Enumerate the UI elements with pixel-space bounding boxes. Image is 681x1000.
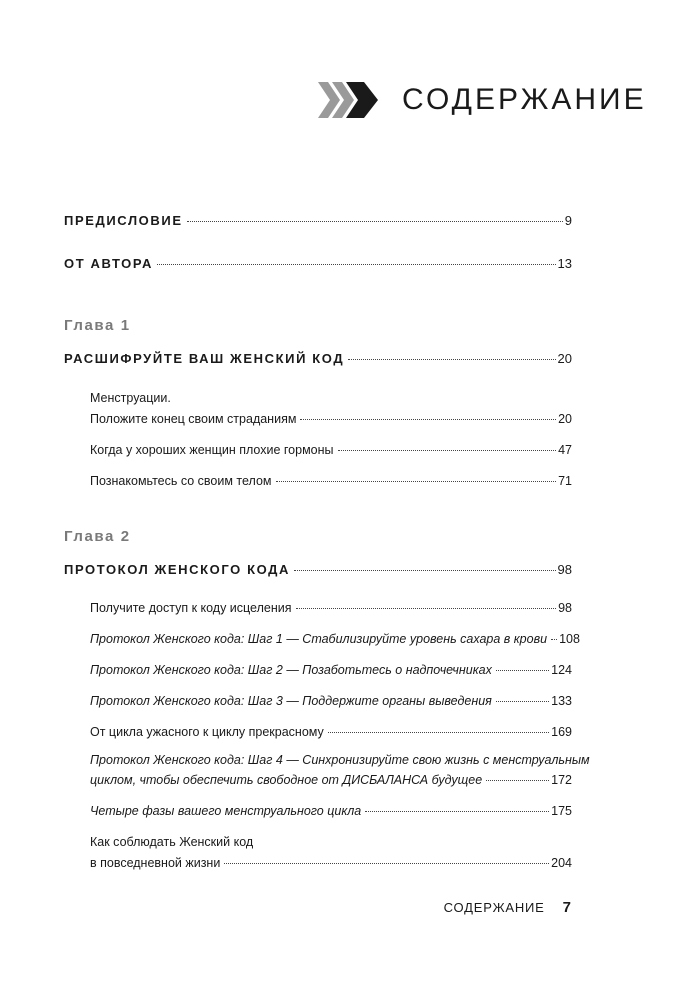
toc-entry-author[interactable] <box>64 255 572 273</box>
toc-entry-step-3[interactable] <box>90 692 572 710</box>
page-number: 7 <box>562 899 571 916</box>
entry-label: Протокол Женского кода: Шаг 3 — Поддержите органы выведения <box>90 694 492 708</box>
entry-page: 71 <box>558 474 572 488</box>
dot-leader <box>496 701 549 702</box>
dot-leader <box>294 570 556 571</box>
running-head: СОДЕРЖАНИЕ <box>443 900 545 915</box>
dot-leader <box>328 732 549 733</box>
toc-entry-chapter-1-title[interactable] <box>64 350 572 368</box>
dot-leader <box>551 639 557 640</box>
toc-entry-healing-code[interactable] <box>90 599 572 617</box>
dot-leader <box>276 481 557 482</box>
entry-page: 20 <box>557 351 572 366</box>
dot-leader <box>365 811 549 812</box>
dot-leader <box>348 359 555 360</box>
entry-page: 204 <box>551 856 572 870</box>
entry-page: 9 <box>564 213 572 228</box>
entry-label: ОТ АВТОРА <box>64 256 153 271</box>
dot-leader <box>338 450 557 451</box>
entry-page: 133 <box>551 694 572 708</box>
entry-label: Познакомьтесь со своим телом <box>90 474 272 488</box>
entry-page: 172 <box>551 773 572 787</box>
toc-entry-step-1[interactable] <box>90 630 580 648</box>
toc-entry-step-2[interactable] <box>90 661 572 679</box>
toc-entry-preface[interactable] <box>64 212 572 230</box>
entry-label: Протокол Женского кода: Шаг 1 — Стабилизируйте уровень сахара в крови <box>90 632 548 646</box>
toc-entry-step-4[interactable] <box>90 771 572 789</box>
dot-leader <box>157 264 556 265</box>
dot-leader <box>486 780 549 781</box>
entry-label: РАСШИФРУЙТЕ ВАШ ЖЕНСКИЙ КОД <box>64 351 345 366</box>
entry-label: ПРОТОКОЛ ЖЕНСКОГО КОДА <box>64 562 291 577</box>
entry-label: Четыре фазы вашего менструального цикла <box>90 804 362 818</box>
toc-entry-know-your-body[interactable] <box>90 472 572 490</box>
toc-entry-cycle[interactable] <box>90 723 572 741</box>
entry-line: Как соблюдать Женский код <box>90 835 254 849</box>
dot-leader <box>187 221 563 222</box>
entry-page: 98 <box>557 562 572 577</box>
dot-leader <box>224 863 549 864</box>
entry-page: 98 <box>558 601 572 615</box>
entry-page: 169 <box>551 725 572 739</box>
entry-page: 108 <box>559 632 580 646</box>
entry-label: От цикла ужасного к циклу прекрасному <box>90 725 324 739</box>
entry-label: Протокол Женского кода: Шаг 2 — Позаботьтесь о надпочечниках <box>90 663 492 677</box>
entry-label: Когда у хороших женщин плохие гормоны <box>90 443 334 457</box>
dot-leader <box>296 608 557 609</box>
entry-page: 20 <box>558 412 572 426</box>
toc-entry-chapter-2-title[interactable] <box>64 561 572 579</box>
entry-page: 13 <box>557 256 572 271</box>
entry-line: Менструации. <box>90 391 171 405</box>
page-title: СОДЕРЖАНИЕ <box>402 83 647 116</box>
entry-label: Получите доступ к коду исцеления <box>90 601 292 615</box>
entry-page: 175 <box>551 804 572 818</box>
chevron-arrows-icon <box>318 82 378 118</box>
entry-page: 124 <box>551 663 572 677</box>
entry-page: 47 <box>558 443 572 457</box>
entry-line: Протокол Женского кода: Шаг 4 — Синхронизируйте свою жизнь с менструальным <box>90 753 590 767</box>
dot-leader <box>496 670 549 671</box>
toc-entry-menstruation[interactable] <box>90 410 572 428</box>
toc-entry-bad-hormones[interactable] <box>90 441 572 459</box>
dot-leader <box>300 419 556 420</box>
toc-entry-daily-life[interactable] <box>90 854 572 872</box>
entry-label: в повседневной жизни <box>90 856 221 870</box>
entry-label: циклом, чтобы обеспечить свободное от ДИСБАЛАНСА будущее <box>90 773 483 787</box>
entry-label: Положите конец своим страданиям <box>90 412 297 426</box>
title-block <box>318 82 647 118</box>
page-footer <box>444 899 571 916</box>
chapter-1-heading: Глава 1 <box>64 317 131 334</box>
chapter-2-heading: Глава 2 <box>64 528 131 545</box>
toc-entry-four-phases[interactable] <box>90 802 572 820</box>
entry-label: ПРЕДИСЛОВИЕ <box>64 213 183 228</box>
